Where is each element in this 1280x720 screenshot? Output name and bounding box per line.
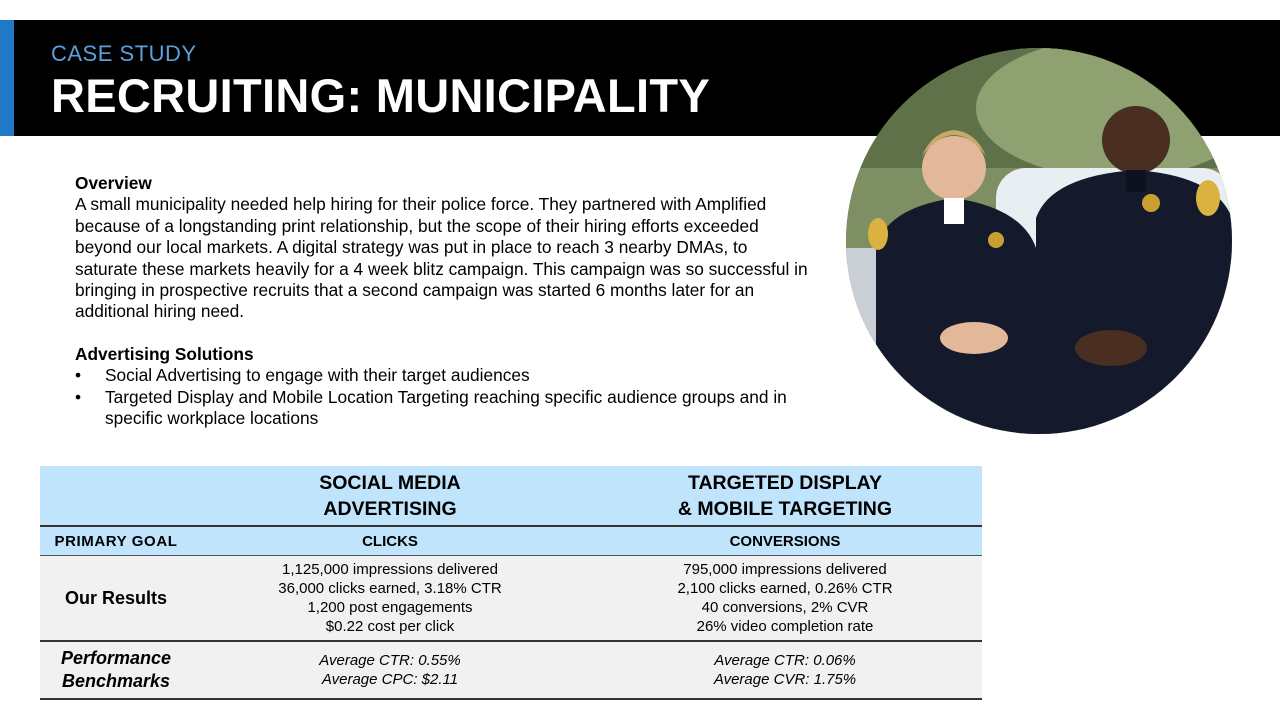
page-title: RECRUITING: MUNICIPALITY [51,69,711,122]
table-header-row [40,466,982,526]
benchmarks-display: Average CTR: 0.06% Average CVR: 1.75% [588,641,982,699]
list-item: • Targeted Display and Mobile Location Targeting reaching specific audience groups and in specific workplace locations [75,386,787,429]
results-social: 1,125,000 impressions delivered 36,000 clicks earned, 3.18% CTR 1,200 post engagements $0.22 cost per click [192,556,588,642]
case-study-kicker: CASE STUDY [51,41,197,66]
results-display: 795,000 impressions delivered 2,100 clicks earned, 0.26% CTR 40 conversions, 2% CVR 26% video completion rate [588,556,982,642]
solution-text: Social Advertising to engage with their target audiences [105,365,530,386]
results-table [40,466,982,700]
column-header-social: SOCIAL MEDIA ADVERTISING [192,466,588,526]
list-item: • Social Advertising to engage with their target audiences [75,365,530,386]
overview-text: A small municipality needed help hiring for their police force. They partnered with Amplified because of a longstanding print relationship, but the scope of their hiring efforts exceeded beyond our local markets. A digital strategy was put in place to reach 3 nearby DMAs, to saturate these markets heavily for a 4 week blitz campaign. This campaign was so successful in bringing in prospective recruits that a second campaign was started 6 months later for an additional hiring need. [75,194,808,322]
solutions-list [75,365,810,429]
table-row-benchmarks [40,641,982,699]
police-officers-photo-icon [846,48,1232,434]
overview-heading: Overview [75,173,152,193]
solutions-heading: Advertising Solutions [75,343,254,364]
row-label-benchmarks: Performance Benchmarks [40,641,192,699]
benchmarks-social: Average CTR: 0.55% Average CPC: $2.11 [192,641,588,699]
header-empty-cell [40,466,192,526]
photo-illustration [846,48,1232,434]
row-label-primary-goal: PRIMARY GOAL [40,526,192,556]
table-row-primary-goal [40,526,982,556]
row-label-our-results: Our Results [40,556,192,642]
goal-social: CLICKS [192,526,588,556]
goal-display: CONVERSIONS [588,526,982,556]
table-row-results [40,556,982,642]
overview-section [75,173,810,429]
column-header-display: TARGETED DISPLAY & MOBILE TARGETING [588,466,982,526]
header-accent-bar [0,20,14,136]
solution-text: Targeted Display and Mobile Location Targeting reaching specific audience groups and in specific workplace locations [105,386,787,429]
